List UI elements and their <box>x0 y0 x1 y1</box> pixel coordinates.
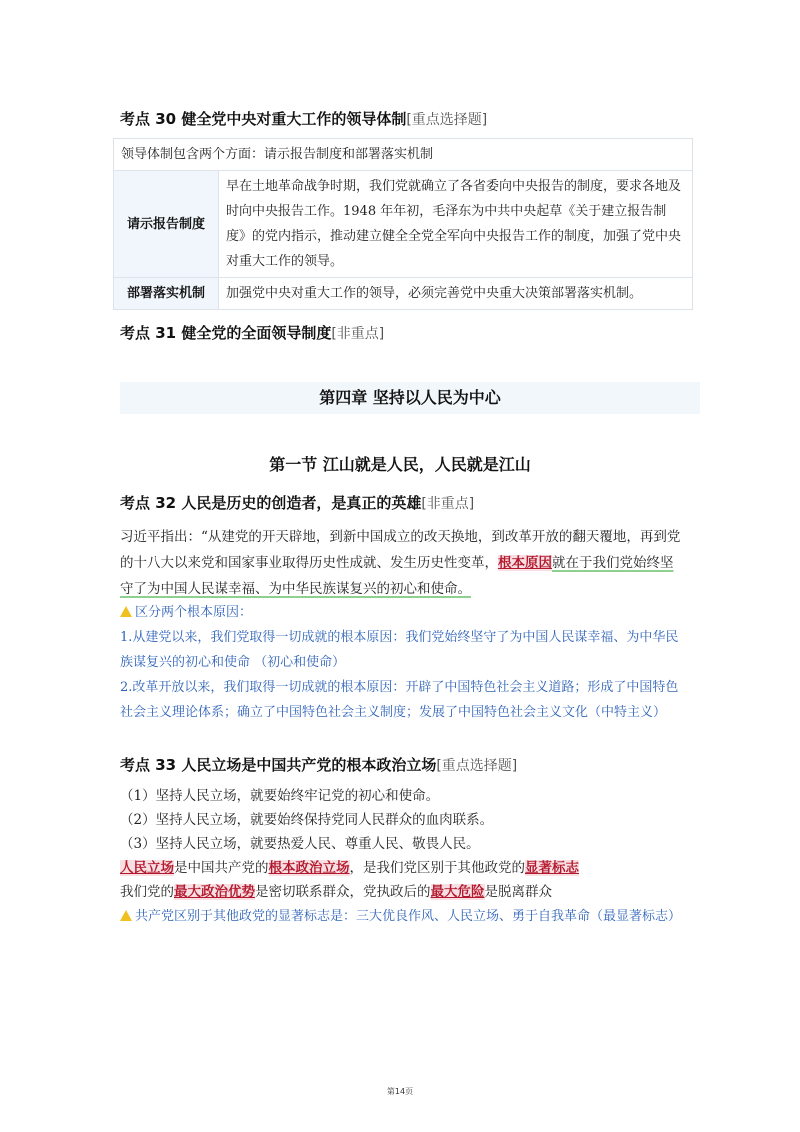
kp33-highlight: 最大危险 <box>430 884 485 900</box>
list-item: （1）坚持人民立场，就要始终牢记党的初心和使命。 <box>120 788 440 804</box>
kp33-highlight: 人民立场 <box>120 860 174 876</box>
table-row <box>114 171 693 278</box>
kp30-tag: [重点选择题] <box>406 112 488 128</box>
warning-icon <box>120 910 132 921</box>
kp32-quote-a: 习近平指出：“从建党的开天辟地，到新中国成立的改天换地，到改革开放的翻天覆地，再到党的十八大以来党和国家事业取得历史性成就、发生历史性变革， <box>120 529 681 571</box>
page-number: 第14页 <box>386 1087 414 1096</box>
chapter-title: 第四章 坚持以人民为中心 <box>120 382 700 414</box>
kp30-row-label: 请示报告制度 <box>114 171 219 278</box>
kp32-note-title-line <box>120 600 685 625</box>
kp30-table <box>113 138 693 310</box>
kp32-note <box>120 600 685 725</box>
kp33-highlight: 显著标志 <box>525 860 579 876</box>
kp31-tag: [非重点] <box>331 326 385 342</box>
kp33-summary-2 <box>120 880 685 904</box>
kp32-heading <box>120 492 474 513</box>
kp33-summary-1 <box>120 856 685 880</box>
kp30-heading <box>120 108 487 129</box>
kp32-quote-b2: 守了为中国人民谋幸福、为中华民族谋复兴的初心和使命。 <box>120 581 471 597</box>
kp33-note <box>120 904 700 929</box>
kp33-heading <box>120 754 517 775</box>
kp32-note-title: 区分两个根本原因： <box>135 605 253 620</box>
kp33-note-text: 共产党区别于其他政党的显著标志是：三大优良作风、人民立场、勇于自我革命（最显著标志） <box>135 909 682 924</box>
warning-icon <box>120 606 132 617</box>
list-item: （2）坚持人民立场，就要始终保持党同人民群众的血肉联系。 <box>120 812 494 828</box>
kp32-root-cause-highlight: 根本原因 <box>498 555 552 571</box>
kp33-highlight: 根本政治立场 <box>268 860 350 876</box>
kp31-heading <box>120 322 384 343</box>
kp32-note-1: 1.从建党以来，我们党取得一切成就的根本原因：我们党始终坚守了为中国人民谋幸福、为中华民族谋复兴的初心和使命 （初心和使命） <box>120 630 679 670</box>
kp33-text: 我们党的 <box>120 884 174 900</box>
kp32-tag: [非重点] <box>421 496 475 512</box>
kp32-quote-b1: 就在于我们党始终坚 <box>552 555 674 571</box>
kp32-note-2: 2.改革开放以来，我们取得一切成就的根本原因：开辟了中国特色社会主义道路；形成了中国特色社会主义理论体系；确立了中国特色社会主义制度；发展了中国特色社会主义文化（中特主义） <box>120 680 679 720</box>
kp30-heading-text: 考点 30 健全党中央对重大工作的领导体制 <box>120 110 407 128</box>
kp32-quote <box>120 524 682 602</box>
kp33-tag: [重点选择题] <box>436 758 518 774</box>
kp30-row-label: 部署落实机制 <box>114 278 219 310</box>
kp33-list <box>120 784 685 856</box>
kp33-text: 是密切联系群众，党执政后的 <box>255 884 431 900</box>
kp33-text: ，是我们党区别于其他政党的 <box>349 860 525 876</box>
kp33-text: 是脱离群众 <box>484 884 552 900</box>
kp30-row-text: 早在土地革命战争时期，我们党就确立了各省委向中央报告的制度，要求各地及时向中央报告工作。1948 年年初，毛泽东为中共中央起草《关于建立报告制度》的党内指示，推动建立健全全党全军向中央报告工作的制度，加强了党中央对重大工作的领导。 <box>219 171 693 278</box>
kp33-heading-text: 考点 33 人民立场是中国共产党的根本政治立场 <box>120 756 437 774</box>
kp31-heading-text: 考点 31 健全党的全面领导制度 <box>120 324 332 342</box>
kp30-row-text: 加强党中央对重大工作的领导，必须完善党中央重大决策部署落实机制。 <box>219 278 693 310</box>
kp33-highlight: 最大政治优势 <box>174 884 255 900</box>
section-title: 第一节 江山就是人民，人民就是江山 <box>269 455 531 474</box>
kp32-heading-text: 考点 32 人民是历史的创造者，是真正的英雄 <box>120 494 422 512</box>
list-item: （3）坚持人民立场，就要热爱人民、尊重人民、敬畏人民。 <box>120 836 480 852</box>
table-row <box>114 278 693 310</box>
kp33-text: 是中国共产党的 <box>174 860 269 876</box>
kp30-table-intro: 领导体制包含两个方面：请示报告制度和部署落实机制 <box>114 139 693 171</box>
